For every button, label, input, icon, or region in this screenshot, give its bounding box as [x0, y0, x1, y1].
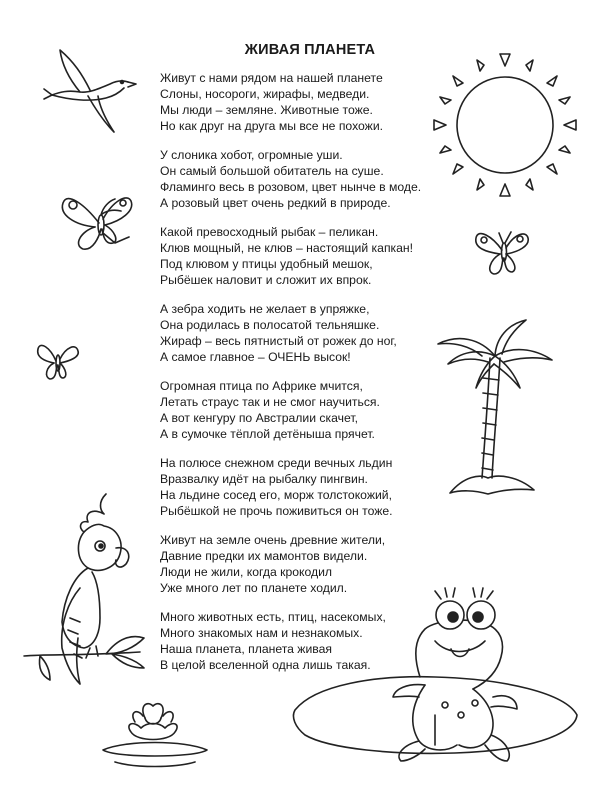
stanza-3 [160, 224, 460, 288]
stanza-5 [160, 378, 460, 442]
poem-line: Огромная птица по Африке мчится, [160, 379, 363, 393]
poem-line: Клюв мощный, не клюв – настоящий капкан! [160, 241, 414, 255]
poem-line: Рыбёшкой не прочь поживиться он тоже. [160, 504, 393, 518]
poem-line: У слоника хобот, огромные уши. [160, 148, 343, 162]
page-title: ЖИВАЯ ПЛАНЕТА [244, 42, 376, 58]
poem-line: Но как друг на друга мы все не похожи. [160, 119, 384, 133]
butterfly-illustration [468, 220, 538, 285]
poem-line: Живут с нами рядом на нашей планете [160, 71, 383, 85]
poem-line: Она родилась в полосатой тельняшке. [160, 318, 380, 332]
poem-line: Люди не жили, когда крокодил [160, 565, 333, 579]
stanza-1 [160, 70, 460, 134]
poem-line: Давние предки их мамонтов видели. [160, 549, 368, 563]
poem-line: В целой вселенной одна лишь такая. [160, 658, 371, 672]
poem-line: На полюсе снежном среди вечных льдин [160, 456, 393, 470]
poem-line: Уже много лет по планете ходил. [160, 581, 348, 595]
stanza-6 [160, 455, 460, 519]
poem-line: Много знакомых нам и незнакомых. [160, 626, 363, 640]
poem-line: А в сумочке тёплой детёныша прячет. [160, 427, 375, 441]
poem-line: Наша планета, планета живая [160, 642, 332, 656]
stanza-2 [160, 147, 460, 211]
sun-illustration [420, 40, 590, 210]
poem-line: А зебра ходить не желает в упряжке, [160, 302, 370, 316]
poem-line: Слоны, носороги, жирафы, медведи. [160, 87, 370, 101]
poem-line: Летать страус так и не смог научиться. [160, 395, 380, 409]
butterfly-illustration [30, 335, 85, 390]
seagull-illustration [40, 40, 140, 140]
poem-line: А самое главное – ОЧЕНЬ высок! [160, 350, 351, 364]
poem-line: Какой превосходный рыбак – пеликан. [160, 225, 379, 239]
poem-line: Фламинго весь в розовом, цвет нынче в моде. [160, 180, 422, 194]
poem-line: Живут на земле очень древние жители, [160, 533, 386, 547]
parrot-illustration [20, 488, 150, 688]
poem-line: Мы люди – земляне. Животные тоже. [160, 103, 373, 117]
poem-line: Много животных есть, птиц, насекомых, [160, 610, 386, 624]
poem-line: А вот кенгуру по Австралии скачет, [160, 411, 358, 425]
poem-line: А розовый цвет очень редкий в природе. [160, 196, 391, 210]
butterfly-illustration [55, 185, 145, 255]
poem-line: Он самый большой обитатель на суше. [160, 164, 384, 178]
water-lily-illustration [95, 698, 215, 778]
poem-line: Рыбёшек наловит и сложит их впрок. [160, 273, 372, 287]
poem-line: Под клювом у птицы удобный мешок, [160, 257, 373, 271]
stanza-4 [160, 301, 460, 365]
palm-tree-illustration [430, 318, 560, 508]
poem-line: На льдине сосед его, морж толстокожий, [160, 488, 392, 502]
poem-line: Жираф – весь пятнистый от рожек до ног, [160, 334, 397, 348]
poem-line: Вразвалку идёт на рыбалку пингвин. [160, 472, 368, 486]
frog-illustration [285, 585, 585, 785]
